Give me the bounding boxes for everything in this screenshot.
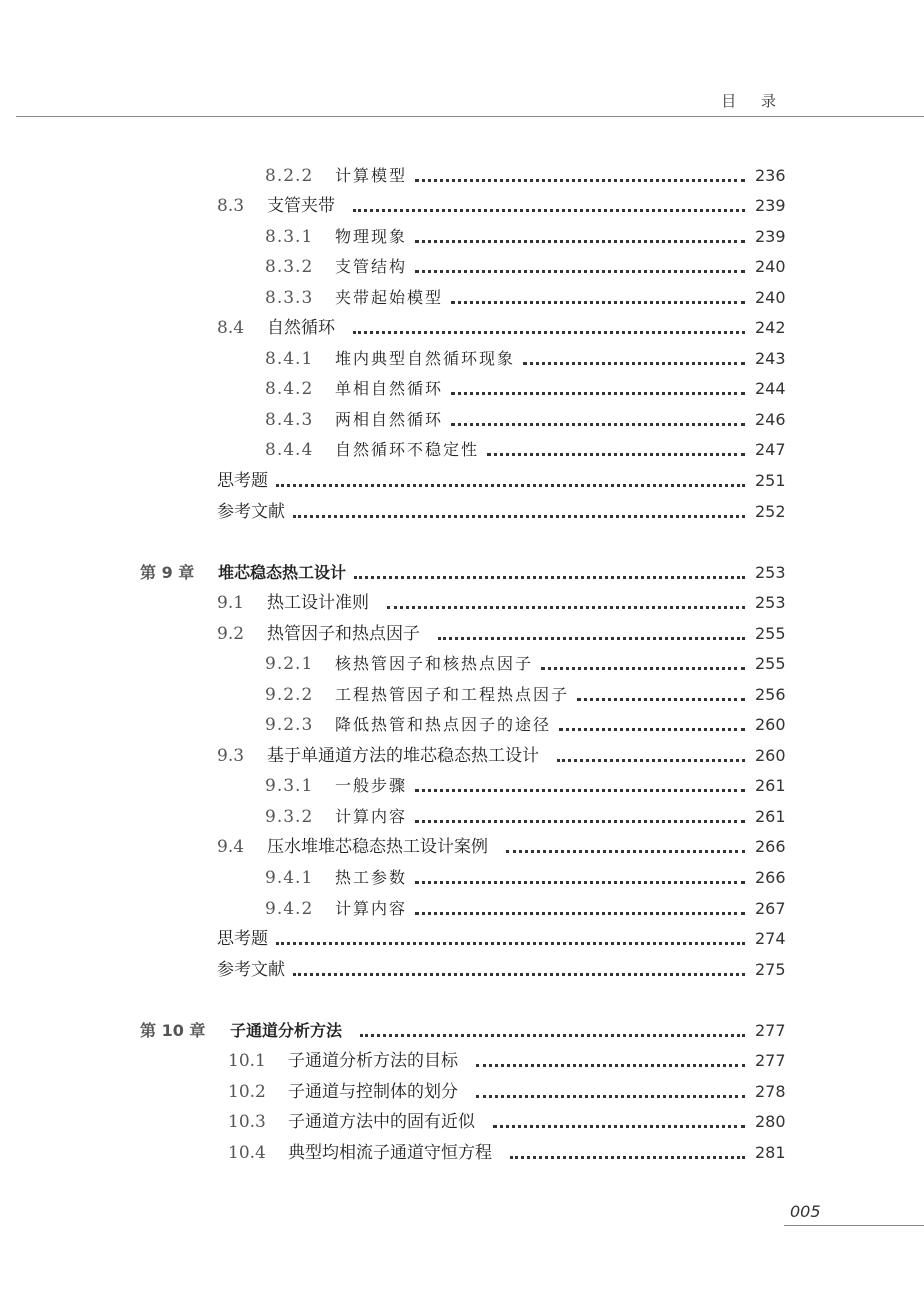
entry-page: 266 bbox=[755, 837, 786, 856]
dot-leader bbox=[438, 637, 745, 640]
entry-number: 9.4.2 bbox=[265, 899, 314, 919]
dot-leader bbox=[557, 759, 745, 762]
footer-rule bbox=[784, 1225, 924, 1226]
entry-title: 子通道分析方法的目标 bbox=[288, 1051, 458, 1071]
toc-entry[interactable] bbox=[265, 897, 785, 921]
dot-leader bbox=[415, 789, 745, 792]
entry-title: 一般步骤 bbox=[335, 776, 408, 795]
entry-title: 参考文献 bbox=[217, 960, 285, 980]
entry-page: 275 bbox=[755, 960, 786, 979]
entry-number: 9.3 bbox=[217, 746, 245, 766]
entry-page: 277 bbox=[755, 1051, 786, 1070]
entry-page: 246 bbox=[755, 410, 786, 429]
entry-number: 8.4 bbox=[217, 318, 245, 338]
entry-page: 253 bbox=[755, 563, 786, 582]
entry-number: 9.3.2 bbox=[265, 807, 314, 827]
entry-page: 251 bbox=[755, 471, 786, 490]
dot-leader bbox=[577, 698, 745, 701]
toc-entry[interactable] bbox=[217, 591, 785, 615]
toc-entry-exercises[interactable] bbox=[217, 469, 785, 493]
dot-leader bbox=[276, 942, 745, 945]
dot-leader bbox=[415, 912, 745, 915]
dot-leader bbox=[493, 1125, 745, 1128]
entry-title: 思考题 bbox=[217, 929, 268, 949]
entry-page: 244 bbox=[755, 379, 786, 398]
entry-page: 239 bbox=[755, 196, 786, 215]
entry-page: 239 bbox=[755, 227, 786, 246]
entry-title: 降低热管和热点因子的途径 bbox=[335, 715, 552, 734]
toc-entry[interactable] bbox=[217, 194, 785, 218]
toc-entry[interactable] bbox=[265, 164, 785, 188]
entry-number: 8.4.1 bbox=[265, 349, 314, 369]
dot-leader bbox=[415, 270, 745, 273]
toc-entry-exercises[interactable] bbox=[217, 927, 785, 951]
toc-entry[interactable] bbox=[265, 286, 785, 310]
entry-page: 261 bbox=[755, 776, 786, 795]
dot-leader bbox=[353, 209, 745, 212]
entry-title: 工程热管因子和工程热点因子 bbox=[335, 685, 570, 704]
toc-entry[interactable] bbox=[265, 255, 785, 279]
toc-entry[interactable] bbox=[217, 622, 785, 646]
entry-number: 9.2.1 bbox=[265, 654, 314, 674]
entry-page: 240 bbox=[755, 257, 786, 276]
toc-chapter-10[interactable] bbox=[140, 1019, 785, 1043]
entry-number: 10.3 bbox=[228, 1112, 266, 1132]
dot-leader bbox=[387, 606, 745, 609]
entry-title: 两相自然循环 bbox=[335, 410, 444, 429]
entry-title: 支管夹带 bbox=[267, 196, 335, 216]
entry-title: 自然循环 bbox=[267, 318, 335, 338]
dot-leader bbox=[476, 1064, 745, 1067]
entry-number: 9.4.1 bbox=[265, 868, 314, 888]
entry-page: 260 bbox=[755, 715, 786, 734]
dot-leader bbox=[293, 515, 745, 518]
dot-leader bbox=[353, 331, 745, 334]
toc-entry[interactable] bbox=[265, 683, 785, 707]
toc-entry[interactable] bbox=[228, 1110, 785, 1134]
running-header-title: 目 录 bbox=[721, 92, 786, 110]
toc-entry[interactable] bbox=[265, 652, 785, 676]
dot-leader bbox=[541, 667, 745, 670]
toc-entry[interactable] bbox=[217, 744, 785, 768]
entry-number: 9.1 bbox=[217, 593, 245, 613]
entry-page: 256 bbox=[755, 685, 786, 704]
entry-number: 9.3.1 bbox=[265, 776, 314, 796]
dot-leader bbox=[354, 576, 745, 579]
dot-leader bbox=[451, 423, 745, 426]
toc-entry-references[interactable] bbox=[217, 500, 785, 524]
entry-title: 子通道方法中的固有近似 bbox=[288, 1112, 475, 1132]
entry-title: 物理现象 bbox=[335, 227, 408, 246]
entry-title: 核热管因子和核热点因子 bbox=[335, 654, 534, 673]
dot-leader bbox=[523, 362, 745, 365]
dot-leader bbox=[506, 850, 745, 853]
toc-entry[interactable] bbox=[228, 1049, 785, 1073]
entry-title: 参考文献 bbox=[217, 502, 285, 522]
entry-page: 255 bbox=[755, 654, 786, 673]
entry-number: 9.4 bbox=[217, 837, 245, 857]
chapter-number: 第 10 章 bbox=[140, 1021, 206, 1040]
entry-title: 热管因子和热点因子 bbox=[267, 624, 420, 644]
entry-title: 压水堆堆芯稳态热工设计案例 bbox=[267, 837, 488, 857]
toc-entry-references[interactable] bbox=[217, 958, 785, 982]
dot-leader bbox=[451, 392, 745, 395]
entry-page: 255 bbox=[755, 624, 786, 643]
dot-leader bbox=[510, 1156, 745, 1159]
toc-entry[interactable] bbox=[265, 347, 785, 371]
entry-title: 计算内容 bbox=[335, 899, 408, 918]
entry-number: 8.3.2 bbox=[265, 257, 314, 277]
dot-leader bbox=[415, 881, 745, 884]
dot-leader bbox=[293, 973, 745, 976]
entry-title: 思考题 bbox=[217, 471, 268, 491]
page-number: 005 bbox=[790, 1202, 821, 1221]
entry-title: 计算内容 bbox=[335, 807, 408, 826]
entry-title: 子通道与控制体的划分 bbox=[288, 1082, 458, 1102]
entry-title: 自然循环不稳定性 bbox=[335, 440, 480, 459]
entry-title: 热工参数 bbox=[335, 868, 408, 887]
toc-entry[interactable] bbox=[265, 713, 785, 737]
dot-leader bbox=[476, 1095, 745, 1098]
entry-number: 9.2.3 bbox=[265, 715, 314, 735]
entry-number: 8.4.3 bbox=[265, 410, 314, 430]
entry-page: 236 bbox=[755, 166, 786, 185]
entry-page: 278 bbox=[755, 1082, 786, 1101]
entry-number: 8.2.2 bbox=[265, 166, 314, 186]
toc-entry[interactable] bbox=[265, 866, 785, 890]
entry-title: 单相自然循环 bbox=[335, 379, 444, 398]
entry-page: 280 bbox=[755, 1112, 786, 1131]
entry-number: 8.4.2 bbox=[265, 379, 314, 399]
entry-title: 热工设计准则 bbox=[267, 593, 369, 613]
entry-page: 277 bbox=[755, 1021, 786, 1040]
chapter-title: 堆芯稳态热工设计 bbox=[218, 563, 347, 582]
entry-number: 8.3.1 bbox=[265, 227, 314, 247]
dot-leader bbox=[415, 240, 745, 243]
toc-entry[interactable] bbox=[228, 1080, 785, 1104]
entry-number: 8.3 bbox=[217, 196, 245, 216]
entry-number: 9.2 bbox=[217, 624, 245, 644]
entry-number: 10.4 bbox=[228, 1143, 266, 1163]
entry-page: 242 bbox=[755, 318, 786, 337]
entry-title: 基于单通道方法的堆芯稳态热工设计 bbox=[267, 746, 539, 766]
entry-title: 典型均相流子通道守恒方程 bbox=[288, 1143, 492, 1163]
entry-page: 243 bbox=[755, 349, 786, 368]
toc-entry[interactable] bbox=[228, 1141, 785, 1165]
toc-entry[interactable] bbox=[217, 835, 785, 859]
entry-page: 247 bbox=[755, 440, 786, 459]
entry-number: 10.2 bbox=[228, 1082, 266, 1102]
dot-leader bbox=[415, 820, 745, 823]
toc-chapter-9[interactable] bbox=[140, 561, 785, 585]
entry-title: 支管结构 bbox=[335, 257, 408, 276]
entry-page: 281 bbox=[755, 1143, 786, 1162]
toc-entry[interactable] bbox=[217, 316, 785, 340]
toc-entry[interactable] bbox=[265, 438, 785, 462]
dot-leader bbox=[276, 484, 745, 487]
entry-page: 252 bbox=[755, 502, 786, 521]
entry-number: 10.1 bbox=[228, 1051, 266, 1071]
entry-number: 9.2.2 bbox=[265, 685, 314, 705]
toc-entry[interactable] bbox=[265, 225, 785, 249]
dot-leader bbox=[415, 179, 745, 182]
chapter-number: 第 9 章 bbox=[140, 563, 195, 582]
entry-page: 267 bbox=[755, 899, 786, 918]
entry-page: 266 bbox=[755, 868, 786, 887]
entry-title: 堆内典型自然循环现象 bbox=[335, 349, 516, 368]
dot-leader bbox=[487, 453, 745, 456]
toc-entry[interactable] bbox=[265, 377, 785, 401]
entry-page: 274 bbox=[755, 929, 786, 948]
toc-entry[interactable] bbox=[265, 805, 785, 829]
entry-page: 261 bbox=[755, 807, 786, 826]
toc-entry[interactable] bbox=[265, 774, 785, 798]
dot-leader bbox=[559, 728, 745, 731]
entry-title: 夹带起始模型 bbox=[335, 288, 444, 307]
toc-entry[interactable] bbox=[265, 408, 785, 432]
entry-page: 260 bbox=[755, 746, 786, 765]
entry-number: 8.3.3 bbox=[265, 288, 314, 308]
entry-number: 8.4.4 bbox=[265, 440, 314, 460]
dot-leader bbox=[451, 301, 745, 304]
entry-page: 253 bbox=[755, 593, 786, 612]
dot-leader bbox=[360, 1034, 745, 1037]
chapter-title: 子通道分析方法 bbox=[230, 1021, 343, 1040]
entry-page: 240 bbox=[755, 288, 786, 307]
entry-title: 计算模型 bbox=[335, 166, 408, 185]
header-rule bbox=[16, 116, 924, 117]
